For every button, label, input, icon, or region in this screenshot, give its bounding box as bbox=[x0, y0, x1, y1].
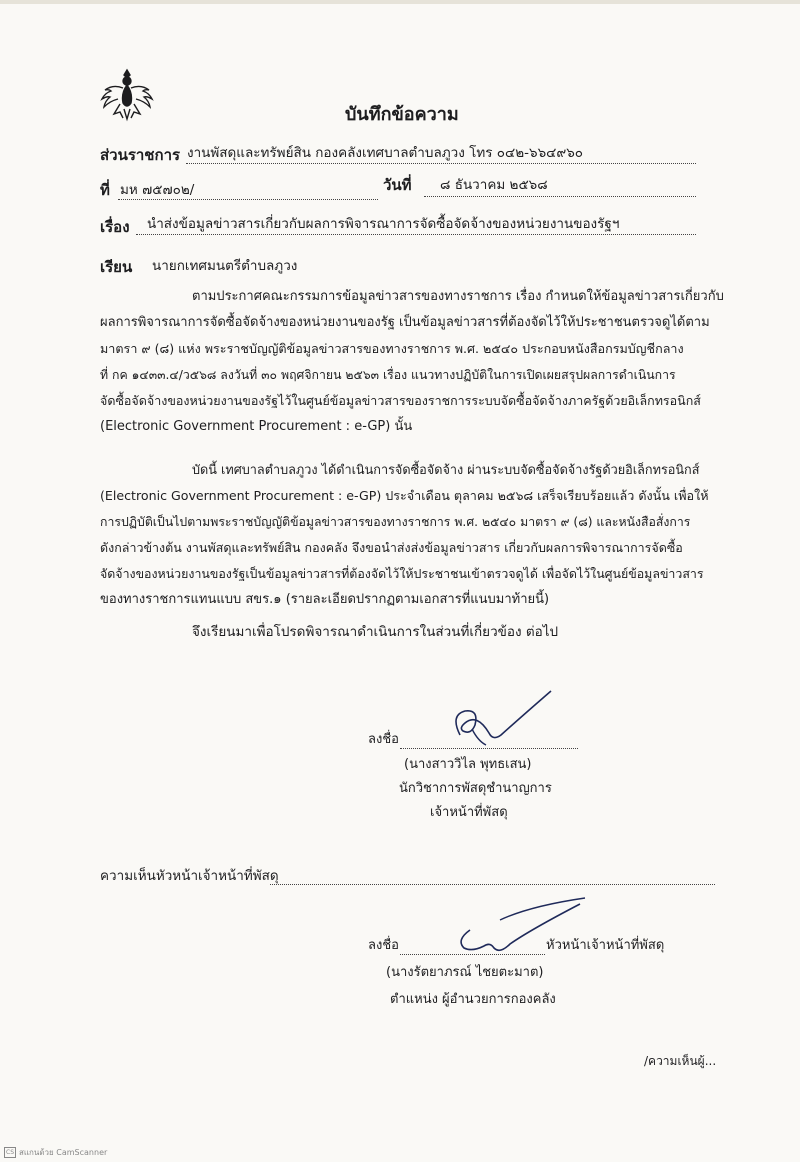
paragraph-line: จัดจ้างของหน่วยงานของรัฐเป็นข้อมูลข่าวสารที่ต้องจัดไว้ให้ประชาชนเข้าตรวจดูได้ เพื่อจัดไว้ในศูนย์ข้อมูลข่าวสาร bbox=[100, 566, 704, 581]
paragraph-line: (Electronic Government Procurement : e-GP) ประจำเดือน ตุลาคม ๒๕๖๘ เสร็จเรียบร้อยแล้ว ดังนั้น เพื่อให้ bbox=[100, 488, 709, 503]
garuda-emblem-icon bbox=[98, 66, 156, 124]
signature-1-name: (นางสาววิไล พุทธเสน) bbox=[404, 757, 532, 772]
signature-2-role: หัวหน้าเจ้าหน้าที่พัสดุ bbox=[546, 938, 665, 953]
to-value: นายกเทศมนตรีตำบลภูวง bbox=[152, 258, 298, 274]
agency-value: งานพัสดุและทรัพย์สิน กองคลังเทศบาลตำบลภูวง โทร ๐๔๒-๖๖๔๙๖๐ bbox=[187, 145, 584, 161]
paragraph-line: จัดซื้อจัดจ้างของหน่วยงานของรัฐไว้ในศูนย์ข้อมูลข่าวสารของราชการระบบจัดซื้อจัดจ้างภาครัฐด้วยอิเล็กทรอนิกส์ bbox=[100, 393, 701, 408]
paragraph-line: บัดนี้ เทศบาลตำบลภูวง ได้ดำเนินการจัดซื้อจัดจ้าง ผ่านระบบจัดซื้อจัดจ้างรัฐด้วยอิเล็กทรอนิกส์ bbox=[192, 462, 700, 477]
paragraph-line: ของทางราชการแทนแบบ สขร.๑ (รายละเอียดปรากฏตามเอกสารที่แนบมาท้ายนี้) bbox=[100, 592, 550, 607]
paragraph-line: ดังกล่าวข้างต้น งานพัสดุและทรัพย์สิน กองคลัง จึงขอนำส่งส่งข้อมูลข่าวสาร เกี่ยวกับผลการพิจารณาการจัดซื้อ bbox=[100, 540, 683, 555]
memo-title: บันทึกข้อความ bbox=[345, 104, 459, 125]
scanner-text: สแกนด้วย CamScanner bbox=[19, 1148, 108, 1157]
paragraph-line: มาตรา ๙ (๘) แห่ง พระราชบัญญัติข้อมูลข่าวสารของทางราชการ พ.ศ. ๒๕๔๐ ประกอบหนังสือกรมบัญชีกลาง bbox=[100, 341, 684, 356]
scanner-badge: CS bbox=[6, 1149, 14, 1156]
page-top-edge bbox=[0, 0, 800, 4]
signature-1-label: ลงชื่อ bbox=[368, 732, 399, 747]
continued-marker: /ความเห็นผู้... bbox=[644, 1054, 717, 1068]
date-value: ๘ ธันวาคม ๒๕๖๘ bbox=[440, 177, 548, 193]
subject-label: เรื่อง bbox=[100, 218, 130, 236]
signature-2-name: (นางรัตยาภรณ์ ไชยตะมาต) bbox=[386, 965, 544, 980]
ref-value: มห ๗๕๗๐๒/ bbox=[120, 182, 195, 198]
paragraph-line: ตามประกาศคณะกรรมการข้อมูลข่าวสารของทางราชการ เรื่อง กำหนดให้ข้อมูลข่าวสารเกี่ยวกับ bbox=[192, 289, 724, 304]
date-label: วันที่ bbox=[383, 176, 412, 194]
signature-1-handwriting bbox=[430, 685, 570, 755]
signature-1-role: เจ้าหน้าที่พัสดุ bbox=[430, 805, 508, 820]
ref-label: ที่ bbox=[100, 181, 110, 199]
subject-value: นำส่งข้อมูลข่าวสารเกี่ยวกับผลการพิจารณาการจัดซื้อจัดจ้างของหน่วยงานของรัฐฯ bbox=[147, 216, 620, 232]
date-dotted-line bbox=[424, 196, 696, 197]
opinion-dotted-line bbox=[270, 884, 715, 885]
paragraph-line: (Electronic Government Procurement : e-GP) นั้น bbox=[100, 419, 413, 434]
ref-dotted-line bbox=[118, 199, 378, 200]
agency-dotted-line bbox=[186, 163, 696, 164]
to-label: เรียน bbox=[100, 258, 133, 276]
agency-label: ส่วนราชการ bbox=[100, 146, 181, 164]
subject-dotted-line bbox=[136, 234, 696, 235]
signature-2-label: ลงชื่อ bbox=[368, 938, 399, 953]
paragraph-line: ที่ กค ๑๔๓๓.๔/ว๕๖๘ ลงวันที่ ๓๐ พฤศจิกายน ๒๕๖๓ เรื่อง แนวทางปฏิบัติในการเปิดเผยสรุปผลการดำเนินการ bbox=[100, 368, 676, 382]
paragraph-line: การปฏิบัติเป็นไปตามพระราชบัญญัติข้อมูลข่าวสารของทางราชการ พ.ศ. ๒๕๔๐ มาตรา ๙ (๘) และหนังสือสั่งการ bbox=[100, 515, 691, 529]
paragraph-line: ผลการพิจารณาการจัดซื้อจัดจ้างของหน่วยงานของรัฐ เป็นข้อมูลข่าวสารที่ต้องจัดไว้ให้ประชาชนตรวจดูได้ตาม bbox=[100, 315, 710, 330]
opinion-label: ความเห็นหัวหน้าเจ้าหน้าที่พัสดุ bbox=[100, 868, 279, 884]
closing-line: จึงเรียนมาเพื่อโปรดพิจารณาดำเนินการในส่วนที่เกี่ยวข้อง ต่อไป bbox=[192, 624, 559, 640]
signature-1-position: นักวิชาการพัสดุชำนาญการ bbox=[399, 781, 552, 796]
scanner-watermark bbox=[4, 1146, 107, 1159]
signature-2-position: ตำแหน่ง ผู้อำนวยการกองคลัง bbox=[390, 992, 556, 1007]
